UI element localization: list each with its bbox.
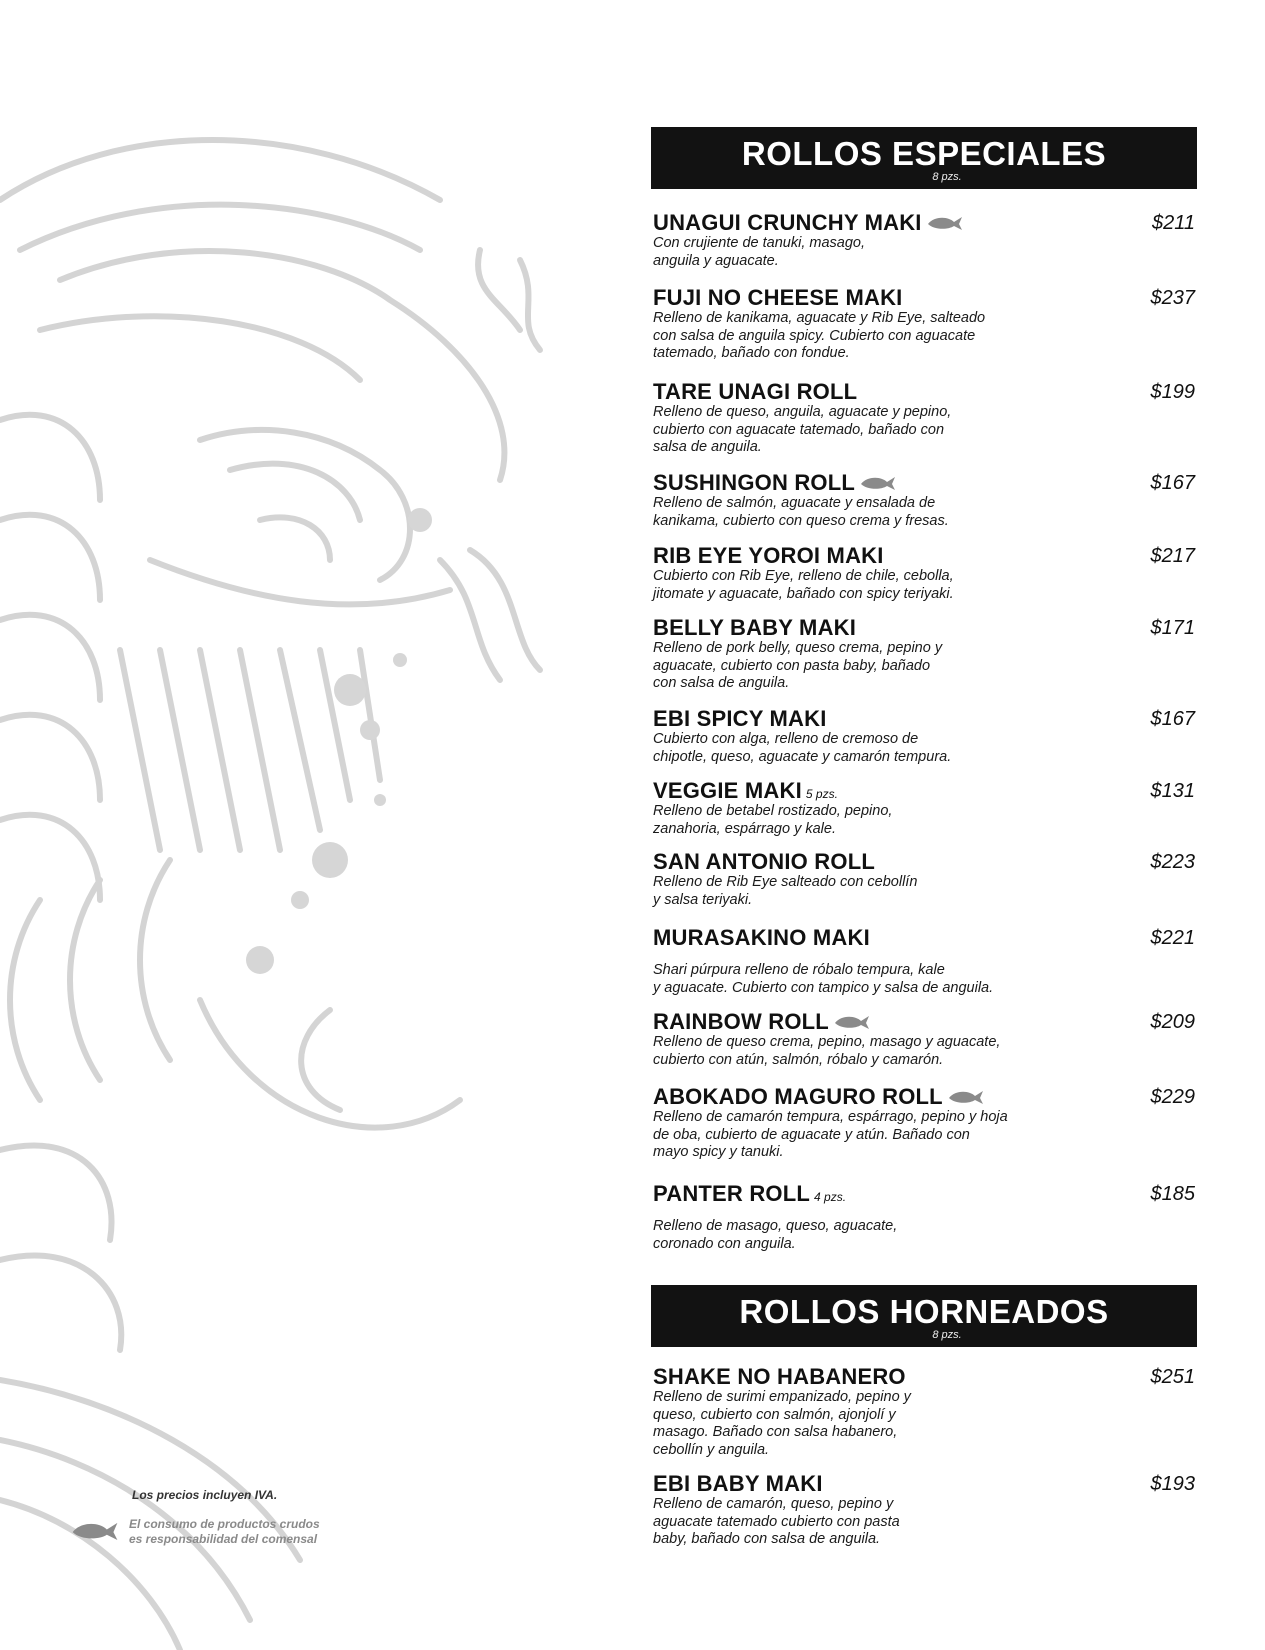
menu-item	[653, 1182, 1197, 1253]
item-description: Relleno de salmón, aguacate y ensalada de kanikama, cubierto con queso crema y fresas.	[653, 495, 949, 529]
item-name: UNAGUI CRUNCHY MAKI	[653, 210, 922, 235]
item-price: $211	[1151, 212, 1195, 234]
item-price: $237	[1150, 287, 1195, 309]
item-name: VEGGIE MAKI	[653, 778, 802, 803]
item-name: EBI BABY MAKI	[653, 1471, 823, 1496]
menu-item	[653, 471, 1197, 530]
fish-icon	[926, 212, 964, 232]
item-price: $251	[1150, 1366, 1195, 1388]
item-price: $229	[1150, 1086, 1195, 1108]
item-description: Relleno de camarón tempura, espárrago, pepino y hoja de oba, cubierto de aguacate y atún. Bañado con mayo spicy y tanuki.	[653, 1109, 1008, 1160]
item-description: Relleno de surimi empanizado, pepino y queso, cubierto con salmón, ajonjolí y masago. Bañado con salsa habanero, cebollín y anguila.	[653, 1389, 911, 1458]
menu-item	[653, 544, 1197, 603]
item-name: RAINBOW ROLL	[653, 1009, 829, 1034]
fish-icon	[833, 1011, 871, 1031]
menu-item	[653, 380, 1197, 457]
fish-icon	[859, 472, 897, 492]
item-description: Relleno de pork belly, queso crema, pepino y aguacate, cubierto con pasta baby, bañado con salsa de anguila.	[653, 640, 943, 691]
item-price: $217	[1150, 545, 1195, 567]
item-description: Cubierto con alga, relleno de cremoso de chipotle, queso, aguacate y camarón tempura.	[653, 731, 952, 765]
item-description: Relleno de camarón, queso, pepino y aguacate tatemado cubierto con pasta baby, bañado con salsa de anguila.	[653, 1496, 900, 1547]
item-description: Cubierto con Rib Eye, relleno de chile, cebolla, jitomate y aguacate, bañado con spicy teriyaki.	[653, 568, 954, 602]
fish-icon	[70, 1516, 120, 1543]
section-subtitle: 8 pzs.	[932, 171, 962, 183]
item-description: Relleno de queso crema, pepino, masago y aguacate, cubierto con atún, salmón, róbalo y camarón.	[653, 1034, 1001, 1068]
section-header-rollos-horneados	[651, 1285, 1197, 1347]
item-description: Con crujiente de tanuki, masago, anguila y aguacate.	[653, 235, 865, 269]
item-pieces: 4 pzs.	[814, 1190, 847, 1204]
koi-fish-illustration	[0, 0, 600, 1650]
menu-item	[653, 1365, 1197, 1459]
item-price: $185	[1150, 1183, 1195, 1205]
item-name: SAN ANTONIO ROLL	[653, 849, 875, 874]
section-header-rollos-especiales	[651, 127, 1197, 189]
item-name: BELLY BABY MAKI	[653, 615, 857, 640]
item-price: $223	[1150, 851, 1195, 873]
menu-item	[653, 616, 1197, 693]
section-subtitle: 8 pzs.	[932, 1329, 962, 1341]
item-name: ABOKADO MAGURO ROLL	[653, 1084, 943, 1109]
item-name: RIB EYE YOROI MAKI	[653, 543, 884, 568]
fish-icon	[947, 1086, 985, 1106]
raw-warning-line-2: es responsabilidad del comensal	[129, 1532, 318, 1546]
item-name: MURASAKINO MAKI	[653, 925, 870, 950]
item-name: TARE UNAGI ROLL	[653, 379, 858, 404]
item-price: $131	[1150, 780, 1195, 802]
item-description: Relleno de masago, queso, aguacate, coronado con anguila.	[653, 1218, 898, 1252]
menu-column	[651, 0, 1197, 1650]
section-title: ROLLOS HORNEADOS	[739, 1293, 1109, 1330]
section-title: ROLLOS ESPECIALES	[741, 135, 1107, 172]
menu-item	[653, 1085, 1197, 1162]
raw-warning-line-1: El consumo de productos crudos	[129, 1517, 320, 1531]
item-price: $209	[1150, 1011, 1195, 1033]
item-pieces: 5 pzs.	[805, 787, 838, 801]
item-description: Relleno de queso, anguila, aguacate y pepino, cubierto con aguacate tatemado, bañado con salsa de anguila.	[653, 404, 952, 455]
menu-item	[653, 850, 1197, 909]
item-name: SUSHINGON ROLL	[653, 470, 856, 495]
menu-item	[653, 286, 1197, 363]
menu-item	[653, 779, 1197, 838]
item-description: Relleno de Rib Eye salteado con cebollín y salsa teriyaki.	[653, 874, 918, 908]
item-price: $167	[1150, 472, 1195, 494]
menu-item	[653, 926, 1197, 997]
item-price: $199	[1150, 381, 1195, 403]
item-price: $171	[1150, 617, 1195, 639]
item-description: Relleno de betabel rostizado, pepino, zanahoria, espárrago y kale.	[653, 803, 893, 837]
item-price: $221	[1150, 927, 1195, 949]
menu-item	[653, 1010, 1197, 1069]
item-name: PANTER ROLL	[653, 1181, 811, 1206]
item-description: Relleno de kanikama, aguacate y Rib Eye, salteado con salsa de anguila spicy. Cubierto con aguacate tatemado, bañado con fondue.	[653, 310, 986, 361]
item-description: Shari púrpura relleno de róbalo tempura, kale y aguacate. Cubierto con tampico y salsa de anguila.	[653, 962, 994, 996]
menu-item	[653, 211, 1197, 270]
item-price: $193	[1150, 1473, 1195, 1495]
tax-note: Los precios incluyen IVA.	[132, 1488, 278, 1502]
item-price: $167	[1150, 708, 1195, 730]
item-name: SHAKE NO HABANERO	[653, 1364, 906, 1389]
menu-item	[653, 707, 1197, 766]
item-name: FUJI NO CHEESE MAKI	[653, 285, 903, 310]
item-name: EBI SPICY MAKI	[653, 706, 827, 731]
menu-item	[653, 1472, 1197, 1549]
